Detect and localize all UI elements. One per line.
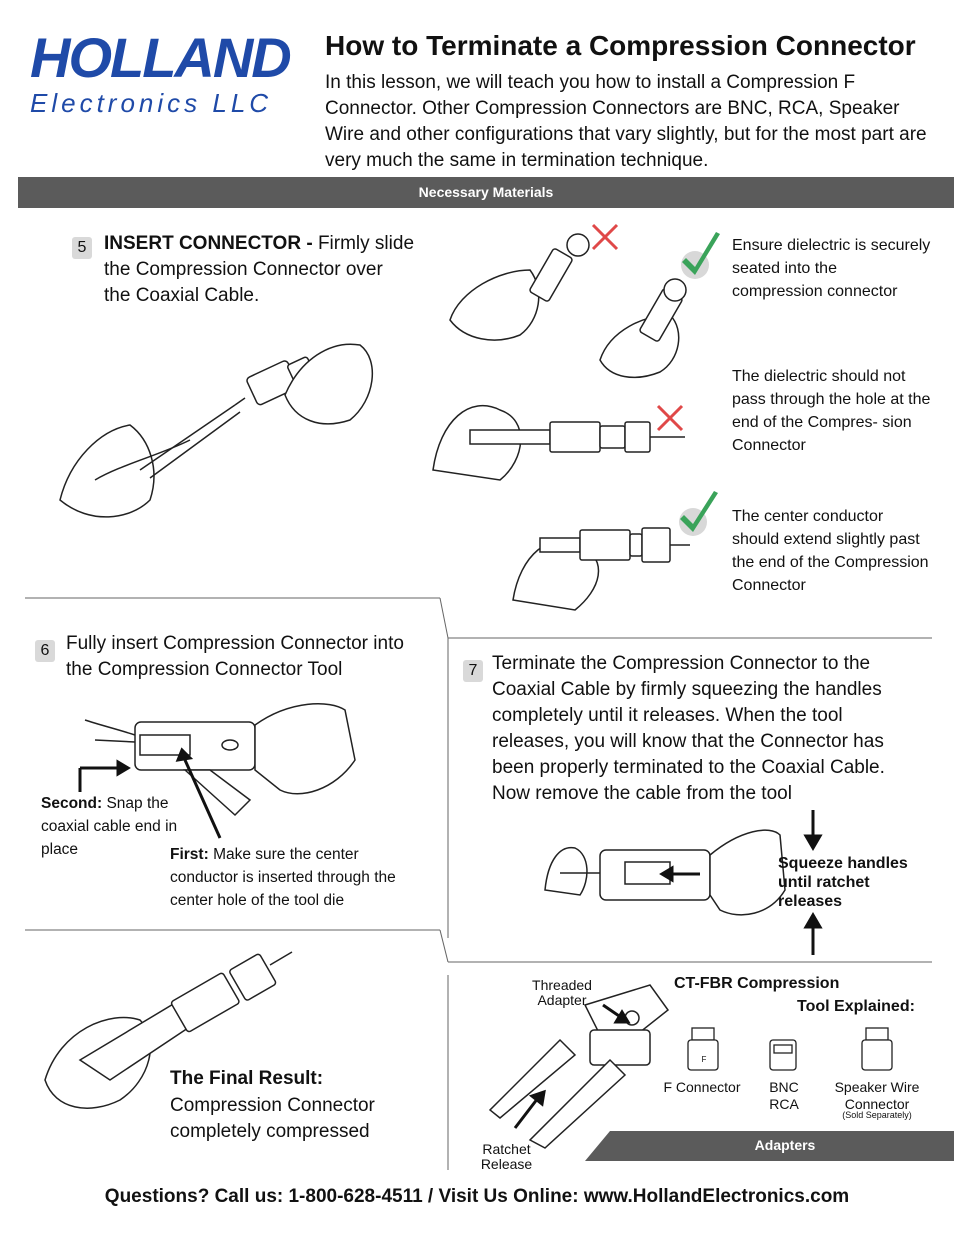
first-label: First: [170, 846, 209, 863]
second-label: Second: [41, 795, 103, 812]
step5-text [104, 231, 414, 309]
materials-bar: Necessary Materials [18, 177, 954, 208]
check-icon [679, 491, 718, 536]
final-result-text: Compression Connector completely compressed [170, 1095, 375, 1142]
speaker-wire-adapter-icon [862, 1028, 892, 1070]
footer-contact: Questions? Call us: 1-800-628-4511 / Visit Us Online: www.HollandElectronics.com [104, 1186, 850, 1207]
threaded-adapter-label: Threaded Adapter [532, 977, 592, 1008]
tool-heading-line1: CT-FBR Compression [674, 975, 840, 992]
cross-icon [593, 225, 617, 249]
final-result-heading: The Final Result: [170, 1068, 324, 1089]
sold-separately-note: (Sold Separately) [842, 1110, 912, 1120]
step-number: 7 [463, 660, 483, 682]
connector-seated-illustration [450, 234, 686, 377]
bnc-rca-adapter-icon [770, 1040, 796, 1070]
note-center-conductor: The center conductor should extend slightly past the end of the Compression Connector [732, 508, 929, 594]
f-connector-label: F Connector [663, 1079, 741, 1095]
step7-text: Terminate the Compression Connector to the Coaxial Cable by firmly squeezing the handles completely until it releases. When the tool releases, you will know that the Connector has been properly terminated to the Coaxial Cable. Now remove the cable from the tool [492, 653, 885, 804]
squeeze-label: Squeeze handles until ratchet releases [778, 855, 908, 910]
adapters-bar-label: Adapters [754, 1137, 816, 1153]
step5-illustration [60, 344, 372, 517]
f-marker: F [701, 1055, 707, 1064]
check-icon [681, 232, 720, 279]
first-text: Make sure the center conductor is inserted through the center hole of the tool die [170, 846, 396, 909]
step5-body: Firmly slide the Compression Connector over the Coaxial Cable. [104, 233, 415, 306]
step-number: 5 [72, 237, 92, 259]
speaker-wire-label: Speaker Wire Connector [834, 1079, 920, 1112]
dielectric-pass-illustration [433, 406, 685, 480]
ratchet-release-label: Ratchet Release [480, 1141, 533, 1172]
second-instruction [41, 792, 191, 861]
cross-icon [658, 406, 682, 430]
step6-text: Fully insert Compression Connector into the Compression Connector Tool [66, 633, 404, 680]
company-logo-subtitle: Electronics LLC [30, 88, 273, 118]
tool-heading-line2: Tool Explained: [797, 998, 915, 1015]
first-instruction [170, 843, 420, 912]
center-conductor-illustration [513, 528, 690, 610]
page-title: How to Terminate a Compression Connector [325, 30, 916, 61]
step5-heading: INSERT CONNECTOR - [104, 233, 313, 254]
intro-paragraph: In this lesson, we will teach you how to install a Compression F Connector. Other Compression Connectors are BNC, RCA, Speaker Wire and other configurations that vary slightly, but for the most part are very much the same in termination technique. [325, 72, 927, 171]
company-logo: HOLLAND [30, 26, 290, 89]
note-dielectric-seated: Ensure dielectric is securely seated into the compression connector [732, 237, 931, 300]
bnc-rca-label: BNC RCA [769, 1079, 799, 1112]
step-number: 6 [35, 640, 55, 662]
note-dielectric-not-pass: The dielectric should not pass through the hole at the end of the Compres- sion Connector [732, 368, 931, 454]
second-text: Snap the coaxial cable end in place [41, 795, 178, 858]
